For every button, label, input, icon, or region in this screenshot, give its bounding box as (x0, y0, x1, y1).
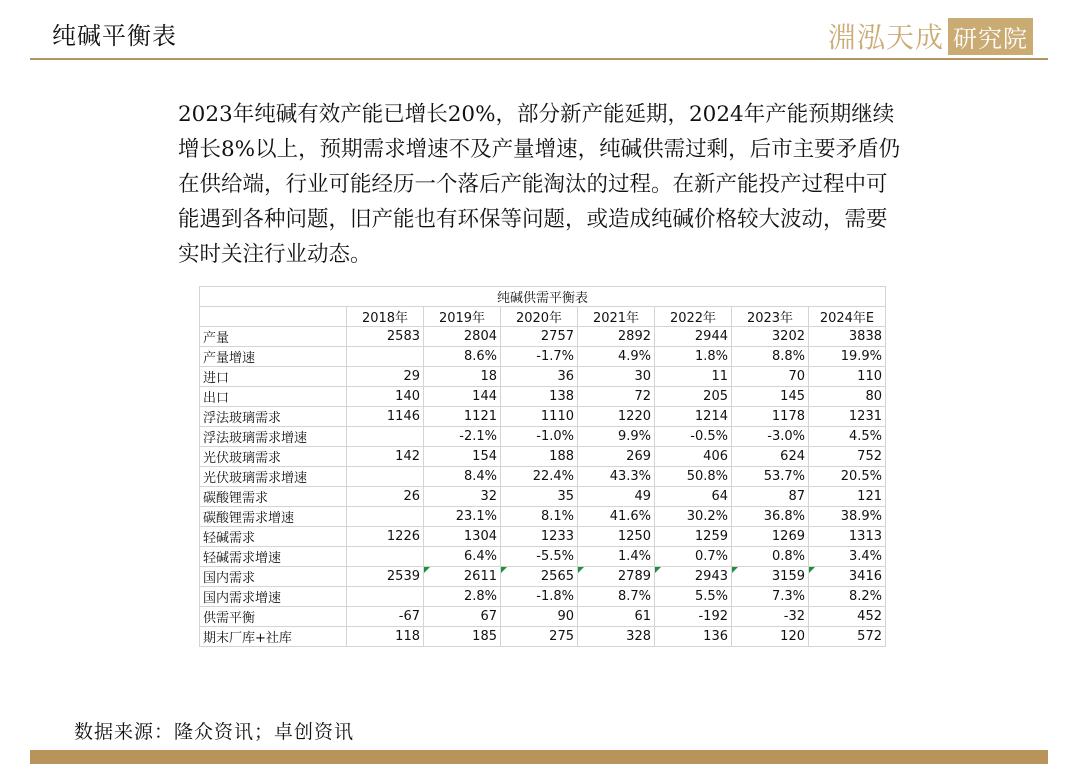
table-cell: 3159 (732, 567, 809, 587)
table-cell: 624 (732, 447, 809, 467)
table-cell: 2804 (424, 327, 501, 347)
table-cell: 1110 (501, 407, 578, 427)
table-row (200, 527, 886, 547)
table-cell: 752 (809, 447, 886, 467)
table-cell: -32 (732, 607, 809, 627)
table-cell: 118 (347, 627, 424, 647)
logo-text: 淵泓天成 (828, 21, 945, 54)
table-cell (347, 427, 424, 447)
row-label: 出口 (200, 387, 347, 407)
summary-paragraph: 2023年纯碱有效产能已增长20%，部分新产能延期，2024年产能预期继续增长8%以上，预期需求增速不及产量增速，纯碱供需过剩，后市主要矛盾仍在供给端，行业可能经历一个落后产能淘汰的过程。在新产能投产过程中可能遇到各种问题，旧产能也有环保等问题，或造成纯碱价格较大波动，需要实时关注行业动态。 (178, 102, 901, 267)
table-cell: 121 (809, 487, 886, 507)
table-cell: 328 (578, 627, 655, 647)
table-row (200, 347, 886, 367)
table-row (200, 607, 886, 627)
row-label: 碳酸锂需求增速 (200, 507, 347, 527)
table-cell: 90 (501, 607, 578, 627)
table-cell (347, 587, 424, 607)
table-cell: 154 (424, 447, 501, 467)
table-cell (347, 467, 424, 487)
table-cell: 30 (578, 367, 655, 387)
row-label: 浮法玻璃需求 (200, 407, 347, 427)
table-cell: 8.1% (501, 507, 578, 527)
table-header-row (200, 307, 886, 327)
table-cell: 8.6% (424, 347, 501, 367)
table-cell: 188 (501, 447, 578, 467)
table-cell (347, 347, 424, 367)
table-cell: 1121 (424, 407, 501, 427)
table-cell: 2539 (347, 567, 424, 587)
table-cell: 1146 (347, 407, 424, 427)
table-cell: 8.4% (424, 467, 501, 487)
table-caption-row (200, 287, 886, 307)
table-cell: 2565 (501, 567, 578, 587)
table-cell: 67 (424, 607, 501, 627)
year-header: 2018年 (347, 307, 424, 327)
table-cell: 8.7% (578, 587, 655, 607)
row-label: 浮法玻璃需求增速 (200, 427, 347, 447)
table-cell: 138 (501, 387, 578, 407)
table-row (200, 507, 886, 527)
table-cell: -0.5% (655, 427, 732, 447)
table-cell: 2757 (501, 327, 578, 347)
table-cell: 144 (424, 387, 501, 407)
table-cell: 185 (424, 627, 501, 647)
table-cell: 145 (732, 387, 809, 407)
table-row (200, 367, 886, 387)
table-cell: 2611 (424, 567, 501, 587)
table-cell: 9.9% (578, 427, 655, 447)
table-caption: 纯碱供需平衡表 (200, 287, 886, 307)
table-cell: 26 (347, 487, 424, 507)
table-cell: 0.8% (732, 547, 809, 567)
year-header: 2024年E (809, 307, 886, 327)
table-cell: 70 (732, 367, 809, 387)
table-cell: 2789 (578, 567, 655, 587)
table-cell: 120 (732, 627, 809, 647)
balance-table-container (199, 286, 886, 647)
table-cell: 3838 (809, 327, 886, 347)
table-cell: -3.0% (732, 427, 809, 447)
table-cell: 3202 (732, 327, 809, 347)
table-cell (347, 507, 424, 527)
table-cell: 3416 (809, 567, 886, 587)
table-cell: 2892 (578, 327, 655, 347)
row-label: 供需平衡 (200, 607, 347, 627)
table-cell: -67 (347, 607, 424, 627)
table-cell: 2583 (347, 327, 424, 347)
table-cell: 49 (578, 487, 655, 507)
table-cell: 5.5% (655, 587, 732, 607)
table-cell: 4.9% (578, 347, 655, 367)
row-label: 进口 (200, 367, 347, 387)
table-row (200, 327, 886, 347)
table-cell: 1.4% (578, 547, 655, 567)
table-cell: 1214 (655, 407, 732, 427)
table-cell: 35 (501, 487, 578, 507)
table-cell: 18 (424, 367, 501, 387)
table-cell: -1.7% (501, 347, 578, 367)
header-divider (30, 58, 1048, 60)
table-cell: 1220 (578, 407, 655, 427)
table-cell: 110 (809, 367, 886, 387)
table-cell: 142 (347, 447, 424, 467)
table-cell: 30.2% (655, 507, 732, 527)
table-cell: 4.5% (809, 427, 886, 447)
table-cell: 36 (501, 367, 578, 387)
table-cell: 38.9% (809, 507, 886, 527)
table-cell: 32 (424, 487, 501, 507)
table-cell: 29 (347, 367, 424, 387)
table-cell: 22.4% (501, 467, 578, 487)
table-cell: 205 (655, 387, 732, 407)
table-cell: 0.7% (655, 547, 732, 567)
table-cell: 20.5% (809, 467, 886, 487)
table-cell: -5.5% (501, 547, 578, 567)
table-cell: 572 (809, 627, 886, 647)
year-header: 2022年 (655, 307, 732, 327)
table-cell: 41.6% (578, 507, 655, 527)
table-cell: 72 (578, 387, 655, 407)
table-cell: 2943 (655, 567, 732, 587)
table-cell: 50.8% (655, 467, 732, 487)
row-label: 光伏玻璃需求 (200, 447, 347, 467)
table-row (200, 467, 886, 487)
table-cell: 2.8% (424, 587, 501, 607)
table-row (200, 587, 886, 607)
year-header: 2019年 (424, 307, 501, 327)
table-row (200, 627, 886, 647)
table-cell: 140 (347, 387, 424, 407)
table-cell: 8.2% (809, 587, 886, 607)
table-cell: 6.4% (424, 547, 501, 567)
table-cell: -192 (655, 607, 732, 627)
table-cell: 452 (809, 607, 886, 627)
table-cell: 23.1% (424, 507, 501, 527)
row-label: 产量 (200, 327, 347, 347)
table-row (200, 407, 886, 427)
table-cell: 1313 (809, 527, 886, 547)
table-cell: 1233 (501, 527, 578, 547)
table-cell: 1226 (347, 527, 424, 547)
table-row (200, 447, 886, 467)
table-cell: 36.8% (732, 507, 809, 527)
brand-logo (828, 16, 1033, 56)
year-header: 2023年 (732, 307, 809, 327)
table-cell: -1.0% (501, 427, 578, 447)
table-cell: 87 (732, 487, 809, 507)
row-label: 光伏玻璃需求增速 (200, 467, 347, 487)
year-header: 2021年 (578, 307, 655, 327)
table-cell: 1259 (655, 527, 732, 547)
table-cell: 43.3% (578, 467, 655, 487)
table-cell (347, 547, 424, 567)
table-cell: 275 (501, 627, 578, 647)
table-cell: 7.3% (732, 587, 809, 607)
data-source: 数据来源：隆众资讯；卓创资讯 (74, 721, 355, 743)
table-row (200, 387, 886, 407)
table-cell: 61 (578, 607, 655, 627)
row-label: 期末厂库+社库 (200, 627, 347, 647)
balance-table (199, 286, 886, 647)
row-label: 国内需求增速 (200, 587, 347, 607)
table-cell: 2944 (655, 327, 732, 347)
table-cell: 64 (655, 487, 732, 507)
table-cell: -2.1% (424, 427, 501, 447)
table-cell: 269 (578, 447, 655, 467)
logo-box-text: 研究院 (948, 18, 1033, 55)
table-cell: 1269 (732, 527, 809, 547)
row-label: 产量增速 (200, 347, 347, 367)
table-cell: 80 (809, 387, 886, 407)
table-cell: 1231 (809, 407, 886, 427)
footer-bar (30, 750, 1048, 764)
table-cell: 1.8% (655, 347, 732, 367)
table-cell: 8.8% (732, 347, 809, 367)
table-corner-cell (200, 307, 347, 327)
table-cell: 11 (655, 367, 732, 387)
table-row (200, 567, 886, 587)
table-row (200, 427, 886, 447)
table-cell: 53.7% (732, 467, 809, 487)
table-cell: 19.9% (809, 347, 886, 367)
table-cell: 1304 (424, 527, 501, 547)
table-cell: 3.4% (809, 547, 886, 567)
table-cell: 136 (655, 627, 732, 647)
table-cell: 406 (655, 447, 732, 467)
table-row (200, 487, 886, 507)
row-label: 碳酸锂需求 (200, 487, 347, 507)
table-cell: -1.8% (501, 587, 578, 607)
row-label: 轻碱需求 (200, 527, 347, 547)
table-cell: 1250 (578, 527, 655, 547)
table-cell: 1178 (732, 407, 809, 427)
page-title: 纯碱平衡表 (52, 22, 177, 50)
year-header: 2020年 (501, 307, 578, 327)
row-label: 国内需求 (200, 567, 347, 587)
table-row (200, 547, 886, 567)
row-label: 轻碱需求增速 (200, 547, 347, 567)
